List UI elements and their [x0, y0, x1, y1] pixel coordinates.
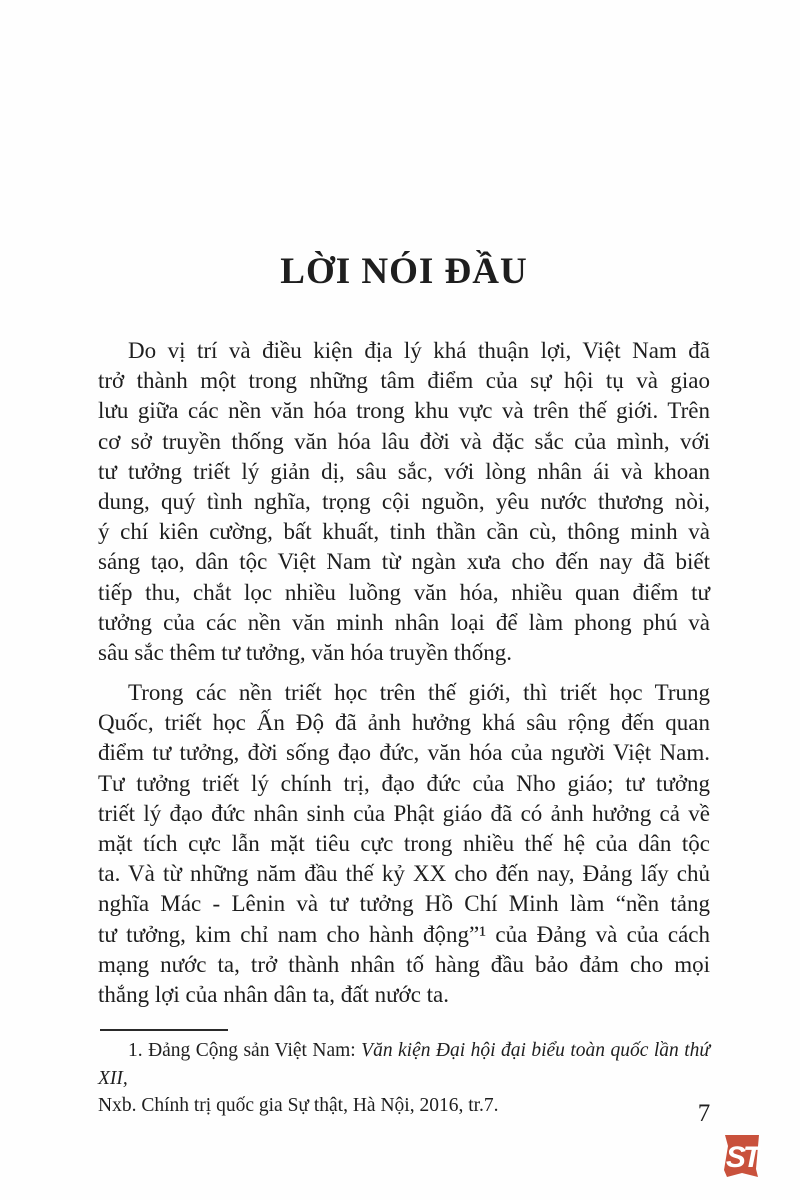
text-line: nghĩa Mác - Lênin và tư tưởng Hồ Chí Minh làm “nền tảng [98, 891, 710, 917]
text-line: Tư tưởng triết lý chính trị, đạo đức của Nho giáo; tư tưởng [98, 770, 710, 796]
footnote-citation-prefix: 1. Đảng Cộng sản Việt Nam: [128, 1040, 362, 1061]
st-publisher-badge-icon [723, 1134, 761, 1178]
publisher-logo [723, 1134, 761, 1178]
body-text [98, 336, 710, 1010]
footnote-separator-rule [100, 1029, 228, 1031]
text-line: mặt tích cực lẫn mặt tiêu cực trong nhiều thế hệ của dân tộc [98, 831, 710, 856]
text-line: ta. Và từ những năm đầu thế kỷ XX cho đến nay, Đảng lấy chủ [98, 861, 710, 887]
text-line: Trong các nền triết học trên thế giới, thì triết học Trung [128, 680, 710, 706]
text-line: sâu sắc thêm tư tưởng, văn hóa truyền thống. [98, 639, 512, 665]
logo-st-text: ST [725, 1141, 759, 1174]
paragraph [98, 678, 710, 1010]
text-line: sáng tạo, dân tộc Việt Nam từ ngàn xưa cho đến nay đã biết [98, 549, 710, 575]
text-line: tưởng của các nền văn minh nhân loại để làm phong phú và [98, 609, 710, 635]
text-line: tư tưởng, kim chỉ nam cho hành động”¹ của Đảng và của cách [98, 921, 710, 947]
text-line: cơ sở truyền thống văn hóa lâu đời và đặc sắc của mình, với [98, 428, 710, 454]
text-line: ý chí kiên cường, bất khuất, tinh thần cần cù, thông minh và [98, 519, 710, 545]
text-line: dung, quý tình nghĩa, trọng cội nguồn, yêu nước thương nòi, [98, 488, 710, 514]
text-line: thắng lợi của nhân dân ta, đất nước ta. [98, 981, 450, 1007]
footnote-work-title: Văn kiện Đại hội đại biểu toàn quốc lần thứ XII, [98, 1040, 711, 1089]
text-line: lưu giữa các nền văn hóa trong khu vực và trên thế giới. Trên [98, 398, 710, 424]
text-line: tiếp thu, chắt lọc nhiều luồng văn hóa, nhiều quan điểm tư [98, 579, 710, 605]
text-line: tư tưởng triết lý giản dị, sâu sắc, với lòng nhân ái và khoan [98, 458, 710, 484]
text-line: Do vị trí và điều kiện địa lý khá thuận lợi, Việt Nam đã [128, 338, 710, 363]
footnote-line-1 [98, 1037, 710, 1092]
text-line: triết lý đạo đức nhân sinh của Phật giáo đã có ảnh hưởng cả về [98, 800, 710, 826]
page-number: 7 [697, 1100, 711, 1127]
text-line: Quốc, triết học Ấn Độ đã ảnh hưởng khá sâu rộng đến quan [98, 710, 710, 736]
text-line: mạng nước ta, trở thành nhân tố hàng đầu bảo đảm cho mọi [98, 951, 710, 977]
footnote-line-2: Nxb. Chính trị quốc gia Sự thật, Hà Nội, 2016, tr.7. [98, 1095, 499, 1116]
page-title: LỜI NÓI ĐẦU [280, 251, 528, 292]
paragraph [98, 336, 710, 668]
text-line: trở thành một trong những tâm điểm của sự hội tụ và giao [98, 368, 710, 394]
text-line: điểm tư tưởng, đời sống đạo đức, văn hóa của người Việt Nam. [98, 740, 710, 766]
footnote [98, 1037, 710, 1120]
